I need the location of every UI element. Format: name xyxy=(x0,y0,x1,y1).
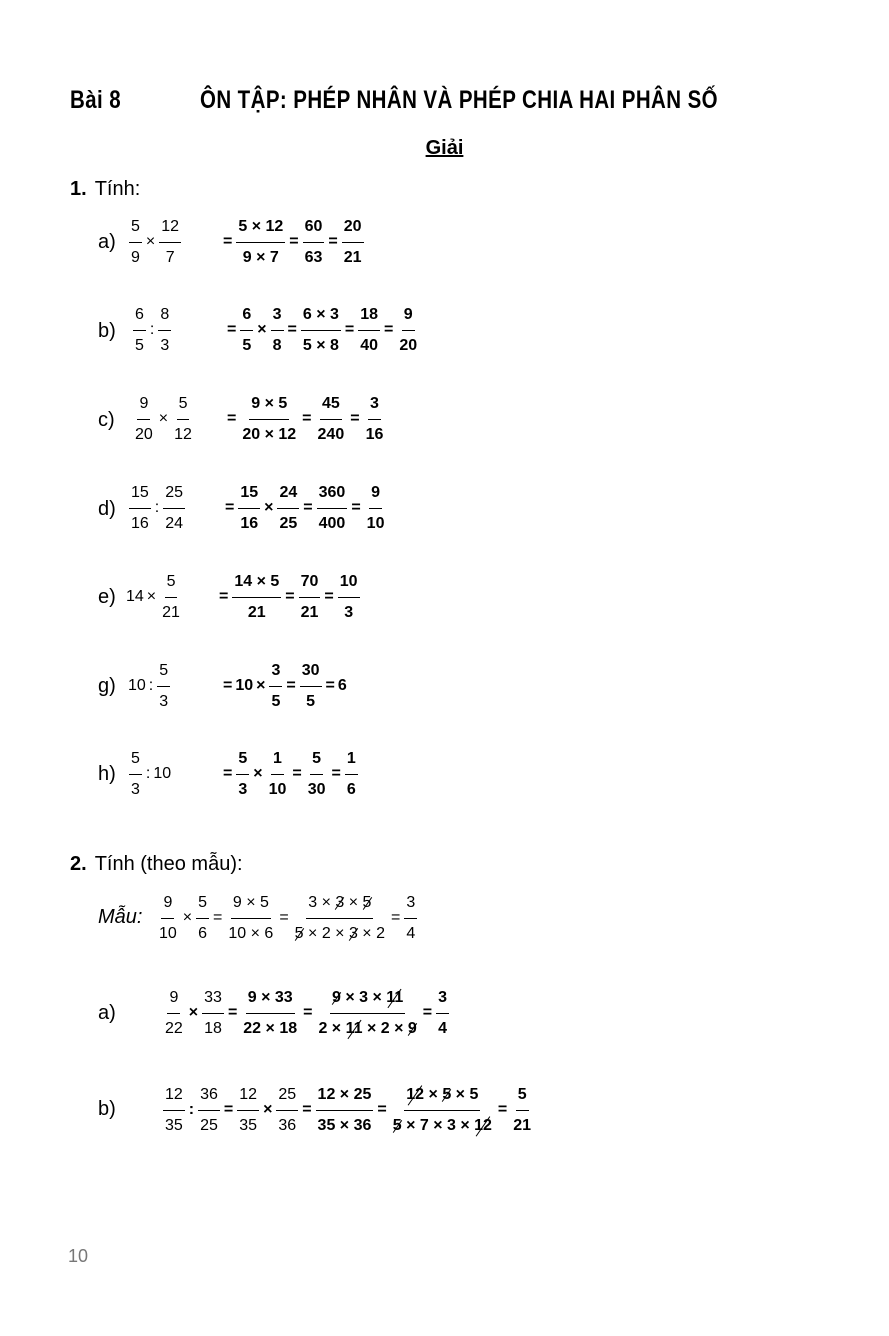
sample-expression: $\frac{9}{10}$ × $\frac{5}{6}$ = $\frac{9 \times 5}{10 \times 6}$ = $\frac{3 \times 3 \times 5}{5 \times 2 \times 3 \times 2}$ = $\frac{3}{4}$ xyxy=(156,886,418,950)
item-1g-solution: = 10 × $\frac{3}{5}$ = $\frac{30}{5}$ = 6 xyxy=(220,654,347,718)
item-1a-solution: = $\frac{5 \times 12}{9 \times 7}$ = $\frac{60}{63}$ = $\frac{20}{21}$ xyxy=(220,210,365,274)
item-1d-label: d) xyxy=(98,498,116,520)
exercise-1-heading: 1. Tính: xyxy=(70,178,141,200)
item-1c-label: c) xyxy=(98,409,115,431)
item-1h-label: h) xyxy=(98,763,116,785)
item-1b-solution: = $\frac{6}{5}$ × $\frac{3}{8}$ = $\frac{6 \times 3}{5 \times 8}$ = $\frac{18}{40}$ = $\frac{9}{20}$ xyxy=(224,298,420,362)
item-1c-solution: = $\frac{9 \times 5}{20 \times 12}$ = $\frac{45}{240}$ = $\frac{3}{16}$ xyxy=(224,387,386,451)
item-1a-label: a) xyxy=(98,231,116,253)
item-1b-expression: $\frac{6}{5}$ : $\frac{8}{3}$ xyxy=(132,298,172,362)
item-1e-label: e) xyxy=(98,586,116,608)
item-1h-solution: = $\frac{5}{3}$ × $\frac{1}{10}$ = $\frac{5}{30}$ = $\frac{1}{6}$ xyxy=(220,742,359,806)
item-2a-solution: $\frac{9}{22}$ × $\frac{33}{18}$ = $\frac{9 \times 33}{22 \times 18}$ = $\frac{9 \times 3 \times 11}{2 \times 11 \times 2 \times 9}$ = $\frac{3}{4}$ xyxy=(162,981,450,1045)
solution-heading: Giải xyxy=(425,137,464,159)
item-1h-expression: $\frac{5}{3}$ : 10 xyxy=(128,742,171,806)
lesson-number: Bài 8 xyxy=(70,86,122,114)
item-1g-expression: 10 : $\frac{5}{3}$ xyxy=(128,654,171,718)
item-1e-solution: = $\frac{14 \times 5}{21}$ = $\frac{70}{21}$ = $\frac{10}{3}$ xyxy=(216,565,361,629)
exercise-2-heading: 2. Tính (theo mẫu): xyxy=(70,853,243,875)
item-1e-expression: 14 × $\frac{5}{21}$ xyxy=(126,565,183,629)
item-1b-label: b) xyxy=(98,320,116,342)
item-2b-solution: $\frac{12}{35}$ : $\frac{36}{25}$ = $\frac{12}{35}$ × $\frac{25}{36}$ = $\frac{12 \times 25}{35 \times 36}$ = $\frac{12 \times 5 \times 5}{5 \times 7 \times 3 \times 12}$ = $\frac{5}{21}$ xyxy=(162,1078,534,1142)
item-1c-expression: $\frac{9}{20}$ × $\frac{5}{12}$ xyxy=(132,387,195,451)
item-1a-expression: $\frac{5}{9}$ × $\frac{12}{7}$ xyxy=(128,210,182,274)
item-2b-label: b) xyxy=(98,1098,116,1120)
item-1g-label: g) xyxy=(98,675,116,697)
item-1d-solution: = $\frac{15}{16}$ × $\frac{24}{25}$ = $\frac{360}{400}$ = $\frac{9}{10}$ xyxy=(222,476,387,540)
item-1d-expression: $\frac{15}{16}$ : $\frac{25}{24}$ xyxy=(128,476,186,540)
item-2a-label: a) xyxy=(98,1002,116,1024)
page-number: 10 xyxy=(68,1246,89,1266)
lesson-title: ÔN TẬP: PHÉP NHÂN VÀ PHÉP CHIA HAI PHÂN SỐ xyxy=(200,86,719,114)
sample-label: Mẫu: xyxy=(98,906,143,928)
